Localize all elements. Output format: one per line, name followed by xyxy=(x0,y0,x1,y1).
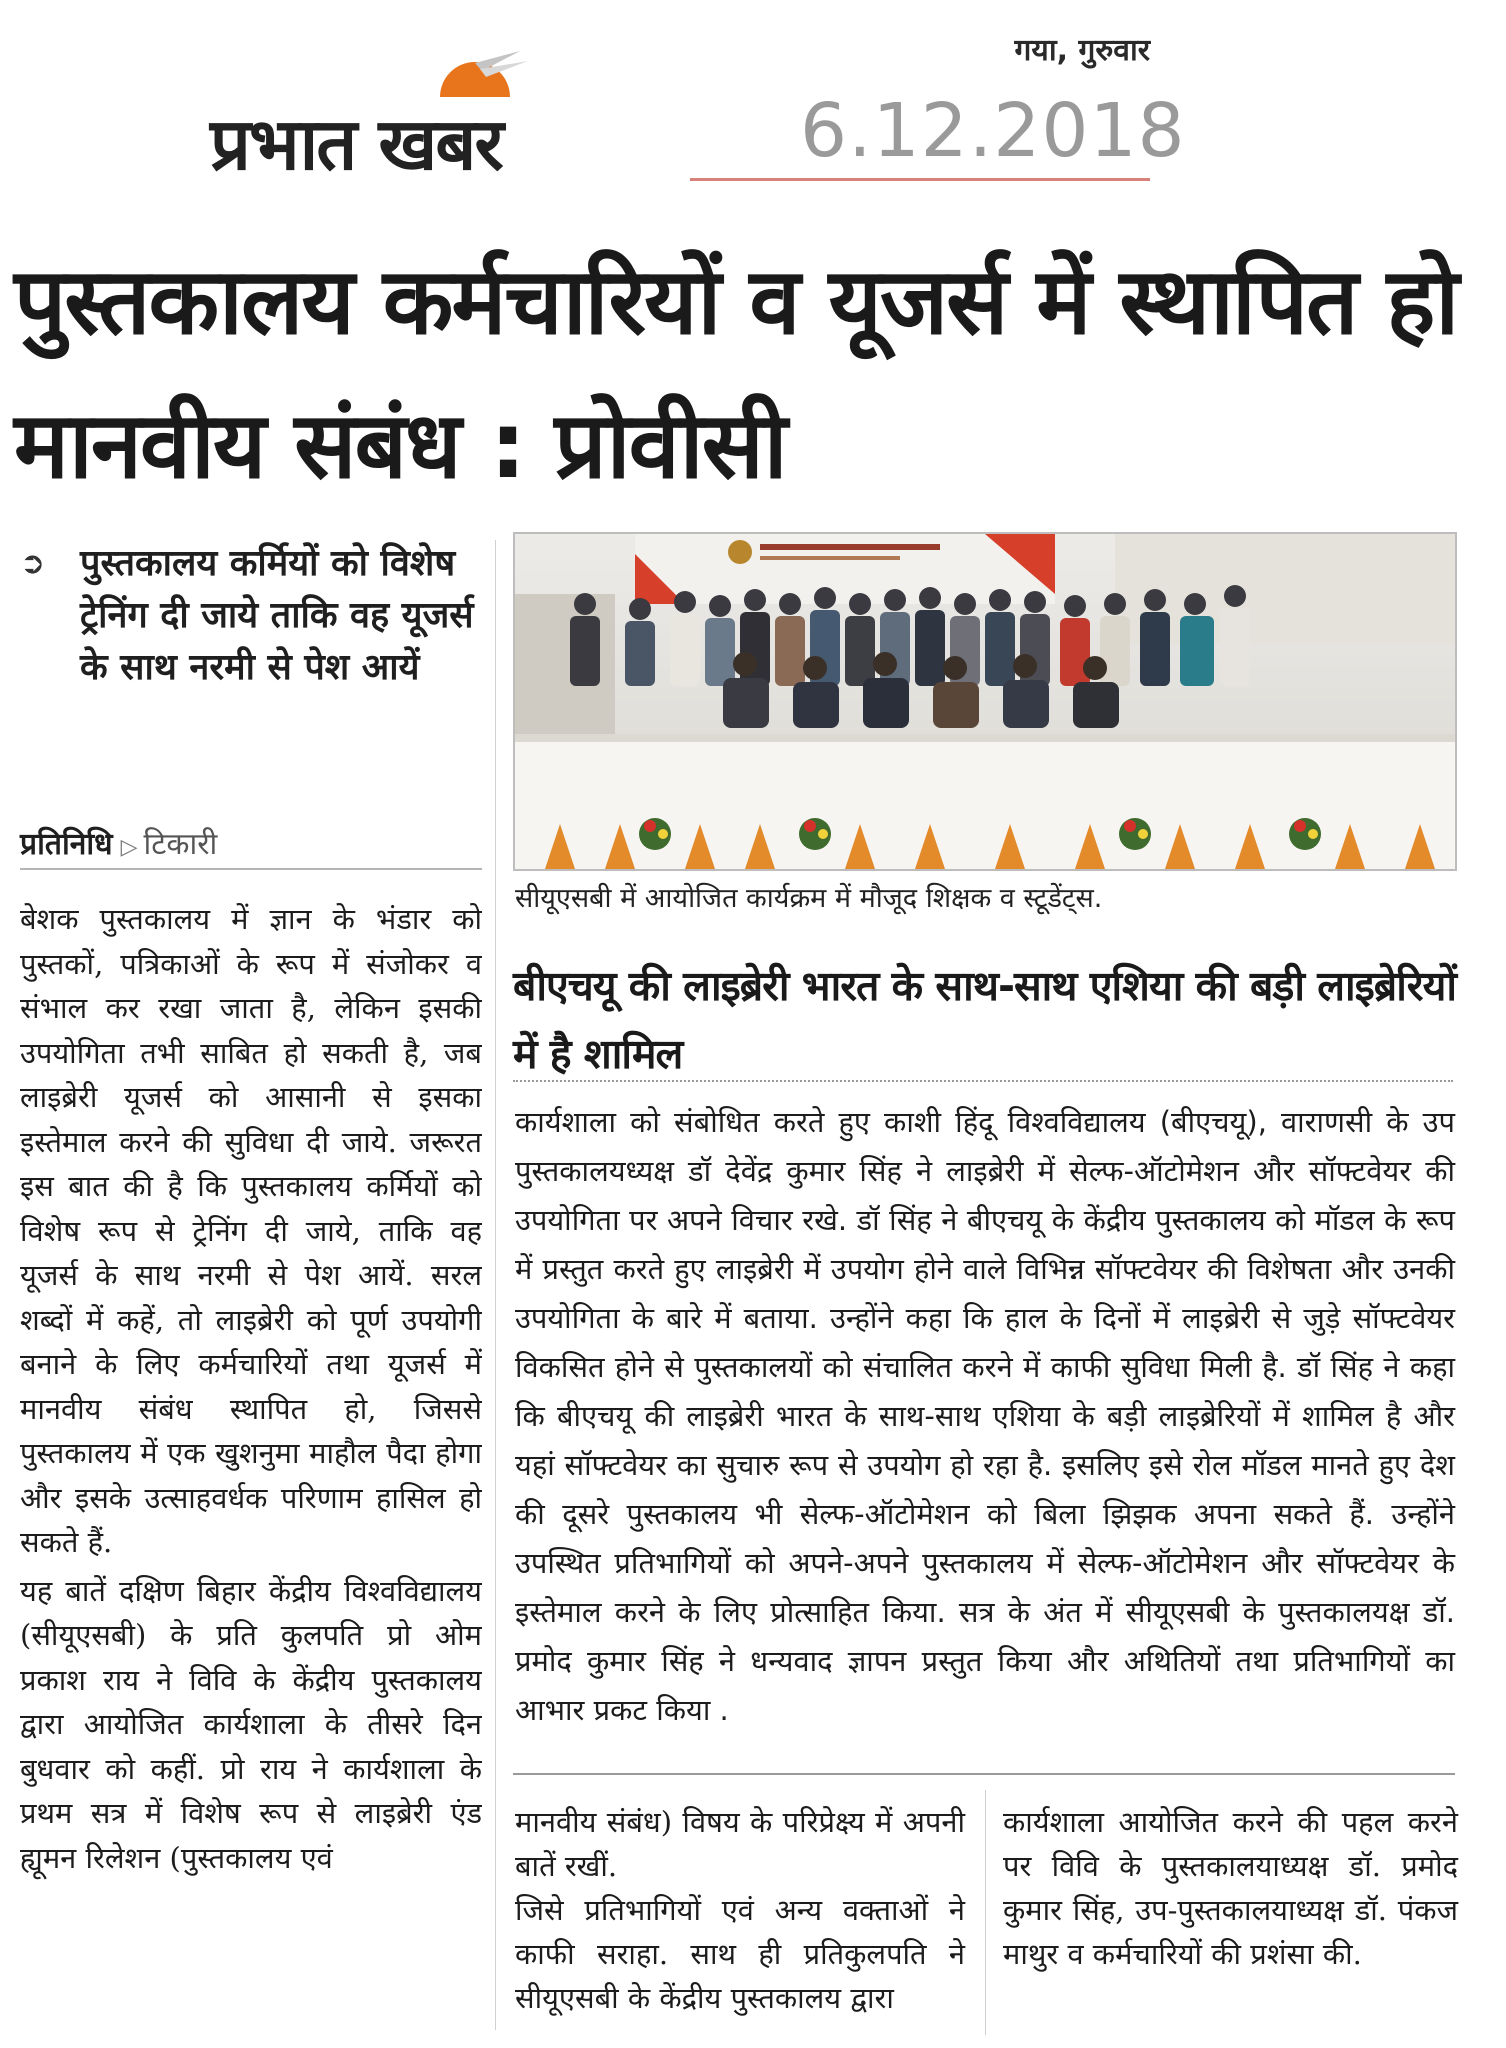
middle-paragraph-1: मानवीय संबंध) विषय के परिप्रेक्ष्य में अपनी बातें रखीं. xyxy=(515,1805,965,1883)
middle-paragraph-2: जिसे प्रतिभागियों एवं अन्य वक्ताओं ने काफी सराहा. साथ ही प्रतिकुलपति ने सीयूएसबी के केंद्रीय पुस्तकालय द्वारा xyxy=(515,1893,965,2015)
section-divider xyxy=(513,1773,1455,1775)
sub-headline: बीएचयू की लाइब्रेरी भारत के साथ-साथ एशिया की बड़ी लाइब्रेरियों में है शामिल xyxy=(513,962,1456,1078)
byline xyxy=(20,822,490,863)
page-title: पुस्तकालय कर्मचारियों व यूजर्स में स्थापित हो मानवीय संबंध : प्रोवीसी xyxy=(14,248,1458,499)
byline-place: टिकारी xyxy=(143,827,218,862)
dateline: गया, गुरुवार xyxy=(1014,33,1150,68)
triangle-right-icon: ▷ xyxy=(120,835,138,860)
middle-column xyxy=(515,1800,965,2020)
date-rule xyxy=(690,178,1150,181)
dotted-divider xyxy=(513,1080,1453,1082)
logo-wordmark: प्रभात खबर xyxy=(210,102,502,186)
bottom-column-divider xyxy=(985,1790,986,2035)
right-paragraph-1: कार्यशाला आयोजित करने की पहल करने पर विवि के पुस्तकालयाध्यक्ष डॉ. प्रमोद कुमार सिंह, उप-पुस्तकालयाध्यक्ष डॉ. पंकज माथुर व कर्मचारियों की प्रशंसा की. xyxy=(1003,1805,1458,1971)
byline-label: प्रतिनिधि xyxy=(20,827,113,862)
edition-date: 6.12.2018 xyxy=(800,88,1186,174)
left-paragraph-2: यह बातें दक्षिण बिहार केंद्रीय विश्वविद्यालय (सीयूएसबी) के प्रति कुलपति प्रो ओम प्रकाश राय ने विवि के केंद्रीय पुस्तकालय द्वारा आयोजित कार्यशाला के तीसरे दिन बुधवार को कहीं. प्रो राय ने कार्यशाला के प्रथम सत्र में विशेष रूप से लाइब्रेरी एंड ह्यूमन रिलेशन (पुस्तकालय एवं xyxy=(20,1573,482,1875)
group-photo-image xyxy=(515,534,1455,869)
circled-arrow-icon: ➲ xyxy=(20,546,46,581)
left-column xyxy=(20,897,482,2032)
article-body: कार्यशाला को संबोधित करते हुए काशी हिंदू विश्वविद्यालय (बीएचयू), वाराणसी के उप पुस्तकालयध्यक्ष डॉ देवेंद्र कुमार सिंह ने लाइब्रेरी में सेल्फ-ऑटोमेशन और सॉफ्टवेयर की उपयोगिता पर अपने विचार रखे. डॉ सिंह ने बीएचयू के केंद्रीय पुस्तकालय को मॉडल के रूप में प्रस्तुत करते हुए लाइब्रेरी में उपयोग होने वाले विभिन्न सॉफ्टवेयर की विशेषता और उनकी उपयोगिता के बारे में बताया. उन्होंने कहा कि हाल के दिनों में लाइब्रेरी से जुड़े सॉफ्टवेयर विकसित होने से पुस्तकालयों को संचालित करने में काफी सुविधा मिली है. डॉ सिंह ने कहा कि बीएचयू की लाइब्रेरी भारत के साथ-साथ एशिया के बड़ी लाइब्रेरियों में शामिल है और यहां सॉफ्टवेयर का सुचारु रूप से उपयोग हो रहा है. इसलिए इसे रोल मॉडल मानते हुए देश की दूसरे पुस्तकालय भी सेल्फ-ऑटोमेशन को बिला झिझक अपना सकते हैं. उन्होंने उपस्थित प्रतिभागियों को अपने-अपने पुस्तकालय में सेल्फ-ऑटोमेशन और सॉफ्टवेयर के इस्तेमाल करने के लिए प्रोत्साहित किया. सत्र के अंत में सीयूएसबी के पुस्तकालयक्ष डॉ. प्रमोद कुमार सिंह ने धन्यवाद ज्ञापन प्रस्तुत किया और अथितियों तथा प्रतिभागियों का आभार प्रकट किया . xyxy=(515,1105,1455,1727)
deck-text: पुस्तकालय कर्मियों को विशेष ट्रेनिंग दी जाये ताकि वह यूजर्स के साथ नरमी से पेश आयें xyxy=(80,543,474,688)
column-divider xyxy=(495,540,496,2030)
right-column xyxy=(1003,1800,1458,1976)
event-photo xyxy=(513,532,1457,871)
byline-divider xyxy=(20,868,482,870)
newspaper-logo xyxy=(210,45,680,186)
left-paragraph-1: बेशक पुस्तकालय में ज्ञान के भंडार को पुस्तकों, पत्रिकाओं के रूप में संजोकर व संभाल कर रखा जाता है, लेकिन इसकी उपयोगिता तभी साबित हो सकती है, जब लाइब्रेरी यूजर्स को आसानी से इसका इस्तेमाल करने की सुविधा दी जाये. जरूरत इस बात की है कि पुस्तकालय कर्मियों को विशेष रूप से ट्रेनिंग दी जाये, ताकि वह यूजर्स के साथ नरमी से पेश आयें. सरल शब्दों में कहें, तो लाइब्रेरी को पूर्ण उपयोगी बनाने के लिए कर्मचारियों तथा यूजर्स में मानवीय संबंध स्थापित हो, जिससे पुस्तकालय में एक खुशनुमा माहौल पैदा होगा और इसके उत्साहवर्धक परिणाम हासिल हो सकते हैं. xyxy=(20,902,482,1559)
photo-caption: सीयूएसबी में आयोजित कार्यक्रम में मौजूद शिक्षक व स्टूडेंट्स. xyxy=(515,883,1103,914)
